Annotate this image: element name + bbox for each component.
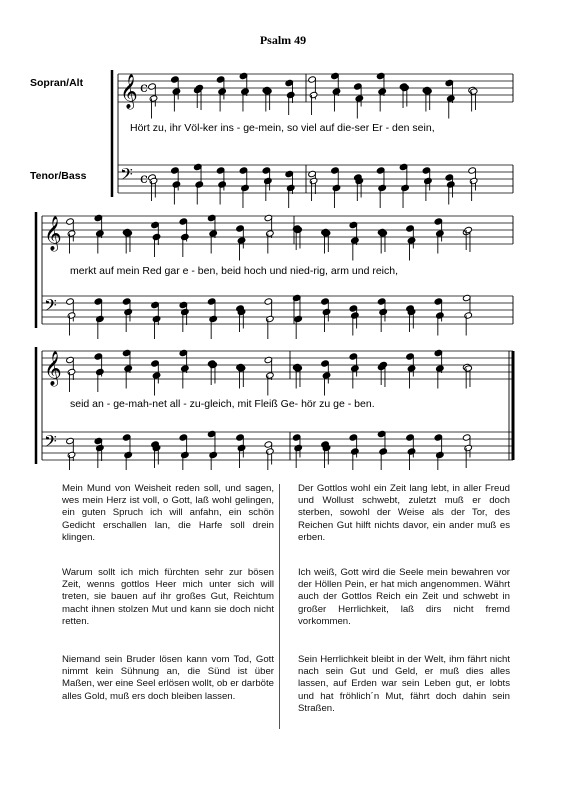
note-head bbox=[67, 451, 76, 458]
part-label-lower: Tenor/Bass bbox=[30, 170, 87, 182]
note-head bbox=[322, 308, 331, 315]
note-head bbox=[96, 315, 105, 322]
page-title: Psalm 49 bbox=[259, 33, 307, 47]
note-head bbox=[149, 95, 158, 102]
common-time-icon: c bbox=[140, 80, 148, 96]
note-head bbox=[266, 372, 275, 379]
note-head bbox=[379, 308, 388, 315]
note-head bbox=[124, 451, 133, 458]
note-head bbox=[436, 451, 445, 458]
verse-right-1: Der Gottlos wohl ein Zeit lang lebt, in aller Freud und Wollust schwebt, zuletzt muß er doch sterben, sowohl der Weise als der Tor, des Reichen Gut hilft nichts davor, ein ander muß es erben. bbox=[298, 483, 510, 543]
note-head bbox=[181, 233, 190, 240]
note-head bbox=[195, 84, 204, 91]
verse-right-3: Sein Herrlichkeit bleibt in der Welt, ihm fährt nicht nach sein Gut und Geld, er muß dies alles lassen, auf Erden war sein Leben gut, er lobts und hat fröhlich´n Mut, fährt doch dahin sein Straßen. bbox=[298, 654, 510, 714]
note-head bbox=[379, 361, 388, 368]
note-head bbox=[241, 88, 250, 95]
note-head bbox=[152, 315, 161, 322]
note-head bbox=[264, 177, 273, 184]
note-head bbox=[294, 444, 303, 451]
note-head bbox=[379, 448, 388, 455]
note-head bbox=[67, 230, 76, 237]
note-head bbox=[172, 181, 181, 188]
note-head bbox=[286, 184, 295, 191]
note-head bbox=[96, 230, 105, 237]
lyrics-line-2: merkt auf mein Red gar e - ben, beid hoch und nied-rig, arm und reich, bbox=[70, 265, 399, 277]
verse-right-2: Ich weiß, Gott wird die Seele mein bewahren vor der Höllen Pein, er hat mich angenommen. Währt auch der Gottlos Reich ein Zeit und schwebt in großer Herrlichkeit, laß dirs nicht fremd vorkommen. bbox=[298, 567, 510, 627]
note-head bbox=[322, 372, 331, 379]
note-head bbox=[218, 181, 227, 188]
note-head bbox=[351, 237, 360, 244]
note-head bbox=[351, 312, 360, 319]
note-head bbox=[309, 177, 318, 184]
note-head bbox=[181, 308, 190, 315]
note-head bbox=[446, 95, 455, 102]
treble-clef-icon: 𝄞 bbox=[44, 351, 62, 386]
note-head bbox=[436, 365, 445, 372]
note-head bbox=[436, 312, 445, 319]
note-head bbox=[209, 451, 218, 458]
note-head bbox=[67, 312, 76, 319]
note-head bbox=[96, 444, 105, 451]
note-head bbox=[218, 88, 227, 95]
note-head bbox=[152, 233, 161, 240]
bass-clef-icon: 𝄢 bbox=[44, 431, 57, 455]
note-head bbox=[378, 88, 387, 95]
lyrics-line-1: Hört zu, ihr Völ-ker ins - ge-mein, so viel auf die-ser Er - den sein, bbox=[130, 122, 435, 134]
note-head bbox=[332, 184, 341, 191]
note-head bbox=[401, 184, 410, 191]
note-head bbox=[286, 91, 295, 98]
note-head bbox=[378, 184, 387, 191]
note-head bbox=[424, 177, 433, 184]
note-head bbox=[266, 315, 275, 322]
note-head bbox=[124, 365, 133, 372]
note-head bbox=[266, 230, 275, 237]
lyrics-line-3: seid an - ge-mah-net all - zu-gleich, mit Fleiß Ge- hör zu ge - ben. bbox=[70, 398, 375, 410]
note-head bbox=[209, 315, 218, 322]
note-head bbox=[309, 91, 318, 98]
verse-left-2: Warum sollt ich mich fürchten sehr zur bösen Zeit, wenns gottlos Heer mich unter sich will treten, sie bauen auf ihr großes Gut, Reichtum macht ihnen stolzen Mut und kann sie doch nicht retten. bbox=[62, 567, 274, 627]
note-head bbox=[237, 237, 246, 244]
note-head bbox=[209, 230, 218, 237]
note-head bbox=[181, 365, 190, 372]
note-head bbox=[67, 368, 76, 375]
common-time-icon: c bbox=[140, 171, 148, 187]
note-head bbox=[195, 181, 204, 188]
note-head bbox=[446, 181, 455, 188]
note-head bbox=[464, 226, 473, 233]
note-head bbox=[355, 95, 364, 102]
note-head bbox=[407, 365, 416, 372]
bass-clef-icon: 𝄢 bbox=[44, 295, 57, 319]
note-head bbox=[332, 88, 341, 95]
note-head bbox=[237, 444, 246, 451]
note-head bbox=[181, 451, 190, 458]
note-head bbox=[266, 448, 275, 455]
verse-left-1: Mein Mund von Weisheit reden soll, und sagen, wes mein Herz ist voll, o Gott, laß wohl gelingen, ein guten Spruch ich will anfahn, ein schön Gedicht erschallen lan, die Harfe soll drein klingen. bbox=[62, 483, 274, 543]
note-head bbox=[241, 184, 250, 191]
note-head bbox=[351, 365, 360, 372]
note-head bbox=[294, 315, 303, 322]
note-head bbox=[407, 448, 416, 455]
treble-clef-icon: 𝄞 bbox=[120, 74, 138, 109]
note-head bbox=[464, 312, 473, 319]
note-head bbox=[124, 308, 133, 315]
note-head bbox=[469, 177, 478, 184]
note-head bbox=[96, 368, 105, 375]
note-head bbox=[464, 444, 473, 451]
note-head bbox=[351, 448, 360, 455]
bass-clef-icon: 𝄢 bbox=[120, 164, 133, 188]
treble-clef-icon: 𝄞 bbox=[44, 216, 62, 251]
column-divider bbox=[279, 484, 280, 729]
note-head bbox=[407, 237, 416, 244]
note-head bbox=[172, 88, 181, 95]
note-head bbox=[152, 372, 161, 379]
note-head bbox=[436, 230, 445, 237]
part-label-upper: Sopran/Alt bbox=[30, 77, 84, 89]
verse-left-3: Niemand sein Bruder lösen kann vom Tod, Gott nimmt kein Sühnung an, die Sünd ist über Maßen, wer eine Seel erlösen wollt, ob er darböte alles Gold, muß ers doch bleiben lassen. bbox=[62, 654, 274, 702]
